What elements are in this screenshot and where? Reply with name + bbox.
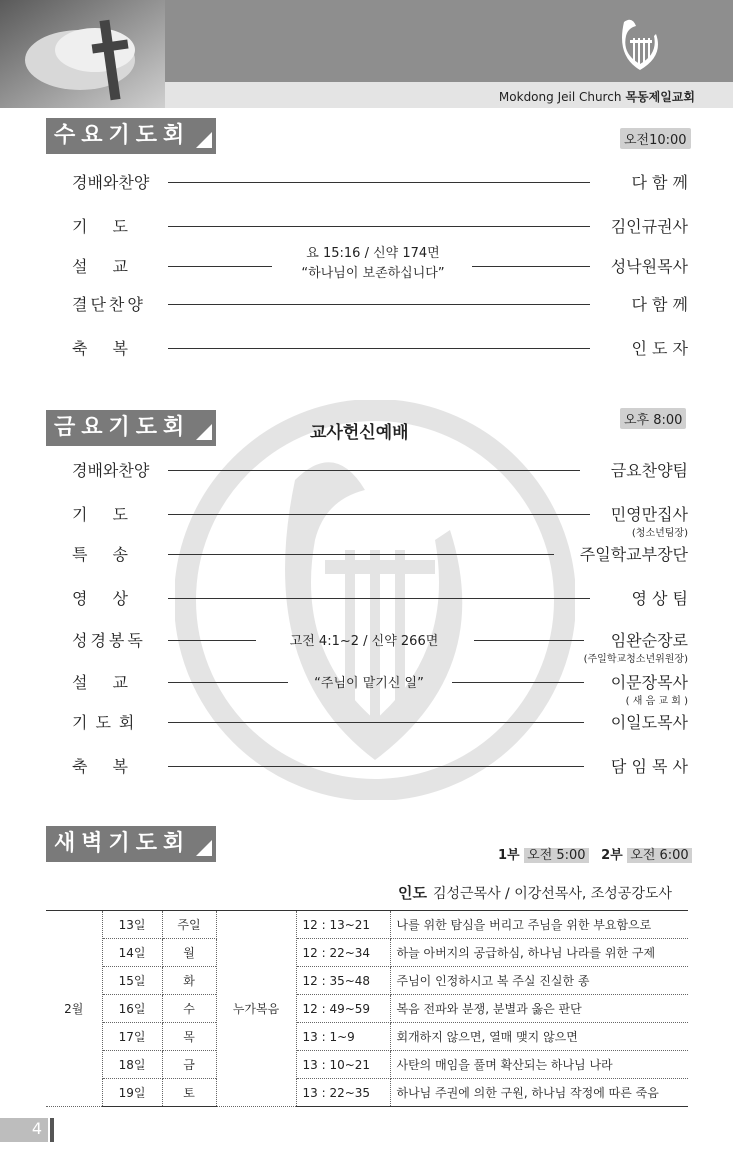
fri-row-sermon	[72, 670, 688, 707]
fri-time-badge: 오후 8:00	[620, 408, 686, 429]
row-label: 성경봉독	[72, 631, 146, 650]
date-cell: 18일	[102, 1051, 162, 1079]
page-number-bar	[50, 1118, 54, 1142]
dawn-title-text: 새벽기도회	[54, 831, 191, 856]
page-number-box	[0, 1118, 48, 1142]
sermon-scripture: 요 15:16 / 신약 174면	[306, 246, 440, 261]
sermon-title: “주님이 맡기신 일”	[314, 676, 424, 691]
row-label: 경배와찬양	[72, 173, 150, 192]
dawn-leaders-names: 김성근목사 / 이강선목사, 조성공강도사	[432, 886, 672, 902]
row-person: 다 함 께	[631, 295, 688, 314]
verse-cell: 12 : 35~48	[296, 967, 390, 995]
dawn-part1-time: 오전 5:00	[524, 848, 588, 863]
wed-title-text: 수요기도회	[54, 123, 191, 148]
fri-row-video	[72, 586, 688, 610]
dawn-leaders	[398, 882, 672, 903]
dawn-section-title	[46, 826, 216, 862]
fri-subtitle: 교사헌신예배	[310, 423, 409, 443]
fri-row-prayer	[72, 502, 688, 539]
fri-row-blessing	[72, 754, 688, 778]
topic-cell: 하늘 아버지의 공급하심, 하나님 나라를 위한 구제	[390, 939, 688, 967]
row-label: 영 상	[72, 589, 138, 608]
dawn-part2-time: 오전 6:00	[627, 848, 691, 863]
lyre-logo-icon	[610, 14, 670, 76]
row-person: 이일도목사	[610, 713, 688, 732]
table-row	[46, 1079, 688, 1107]
table-row	[46, 1051, 688, 1079]
table-row	[46, 1023, 688, 1051]
fri-row-special-song	[72, 542, 688, 566]
fri-section-title	[46, 410, 216, 446]
day-cell: 주일	[162, 911, 216, 939]
wed-row-praise	[72, 170, 688, 194]
dawn-part2-label: 2부	[601, 848, 623, 863]
scripture-reference: 고전 4:1~2 / 신약 266면	[289, 634, 439, 649]
row-person-role: ( 새 음 교 회 )	[625, 696, 688, 707]
row-label: 기도회	[72, 713, 143, 732]
table-row	[46, 911, 688, 939]
fri-row-scripture	[72, 628, 688, 665]
row-label: 결단찬양	[72, 295, 146, 314]
wed-row-sermon	[72, 246, 688, 281]
row-label: 기 도	[72, 217, 138, 236]
verse-cell: 13 : 10~21	[296, 1051, 390, 1079]
verse-cell: 13 : 22~35	[296, 1079, 390, 1107]
row-person: 임완순장로	[610, 631, 688, 650]
church-name-en: Mokdong Jeil Church	[498, 90, 622, 104]
row-person: 김인규권사	[610, 217, 688, 236]
row-person: 성낙원목사	[610, 257, 688, 276]
dawn-times	[498, 844, 692, 863]
topic-cell: 사탄의 매임을 풀며 확산되는 하나님 나라	[390, 1051, 688, 1079]
church-name-ko: 목동제일교회	[625, 90, 695, 104]
praying-hands-photo	[0, 0, 165, 108]
row-person-role: (주일학교청소년위원장)	[583, 654, 688, 665]
topic-cell: 주님이 인정하시고 복 주실 진실한 종	[390, 967, 688, 995]
day-cell: 토	[162, 1079, 216, 1107]
date-cell: 14일	[102, 939, 162, 967]
row-person: 금요찬양팀	[610, 461, 688, 480]
dawn-leaders-label: 인도	[398, 884, 427, 902]
book-cell: 누가복음	[216, 911, 296, 1107]
row-person-role: (청소년팀장)	[631, 528, 688, 539]
wed-row-prayer	[72, 214, 688, 238]
row-person: 주일학교부장단	[579, 545, 688, 564]
day-cell: 금	[162, 1051, 216, 1079]
row-label: 경배와찬양	[72, 461, 150, 480]
header-photo	[0, 0, 165, 108]
row-label: 특 송	[72, 545, 138, 564]
topic-cell: 나를 위한 탐심을 버리고 주님을 위한 부요함으로	[390, 911, 688, 939]
row-person: 다 함 께	[631, 173, 688, 192]
fri-row-prayer-meeting	[72, 710, 688, 734]
wed-row-commitment	[72, 292, 688, 316]
row-person: 영 상 팀	[631, 589, 688, 608]
table-row	[46, 967, 688, 995]
row-label: 기 도	[72, 505, 138, 524]
verse-cell: 12 : 22~34	[296, 939, 390, 967]
row-label: 설 교	[72, 257, 138, 276]
church-name	[499, 88, 695, 105]
dawn-part1-label: 1부	[498, 848, 520, 863]
table-row	[46, 995, 688, 1023]
verse-cell: 13 : 1~9	[296, 1023, 390, 1051]
date-cell: 17일	[102, 1023, 162, 1051]
day-cell: 화	[162, 967, 216, 995]
day-cell: 월	[162, 939, 216, 967]
row-label: 설 교	[72, 673, 138, 692]
verse-cell: 12 : 13~21	[296, 911, 390, 939]
wed-time-badge: 오전10:00	[620, 128, 691, 149]
date-cell: 16일	[102, 995, 162, 1023]
fri-title-text: 금요기도회	[54, 415, 191, 440]
row-label: 축 복	[72, 757, 138, 776]
day-cell: 목	[162, 1023, 216, 1051]
date-cell: 13일	[102, 911, 162, 939]
day-cell: 수	[162, 995, 216, 1023]
row-person: 민영만집사	[610, 505, 688, 524]
wed-section-title	[46, 118, 216, 154]
date-cell: 15일	[102, 967, 162, 995]
topic-cell: 복음 전파와 분쟁, 분별과 옳은 판단	[390, 995, 688, 1023]
fri-row-praise	[72, 458, 688, 482]
page-number: 4	[31, 1119, 42, 1138]
topic-cell: 하나님 주권에 의한 구원, 하나님 작정에 따른 죽음	[390, 1079, 688, 1107]
row-label: 축 복	[72, 339, 138, 358]
sermon-title: “하나님이 보존하십니다”	[301, 266, 445, 281]
verse-cell: 12 : 49~59	[296, 995, 390, 1023]
row-person: 인 도 자	[631, 339, 688, 358]
dawn-schedule-table	[46, 910, 688, 1107]
row-person: 담 임 목 사	[610, 757, 688, 776]
table-row	[46, 939, 688, 967]
date-cell: 19일	[102, 1079, 162, 1107]
topic-cell: 회개하지 않으면, 열매 맺지 않으면	[390, 1023, 688, 1051]
month-cell: 2월	[46, 911, 102, 1107]
row-person: 이문장목사	[610, 673, 688, 692]
wed-row-blessing	[72, 336, 688, 360]
